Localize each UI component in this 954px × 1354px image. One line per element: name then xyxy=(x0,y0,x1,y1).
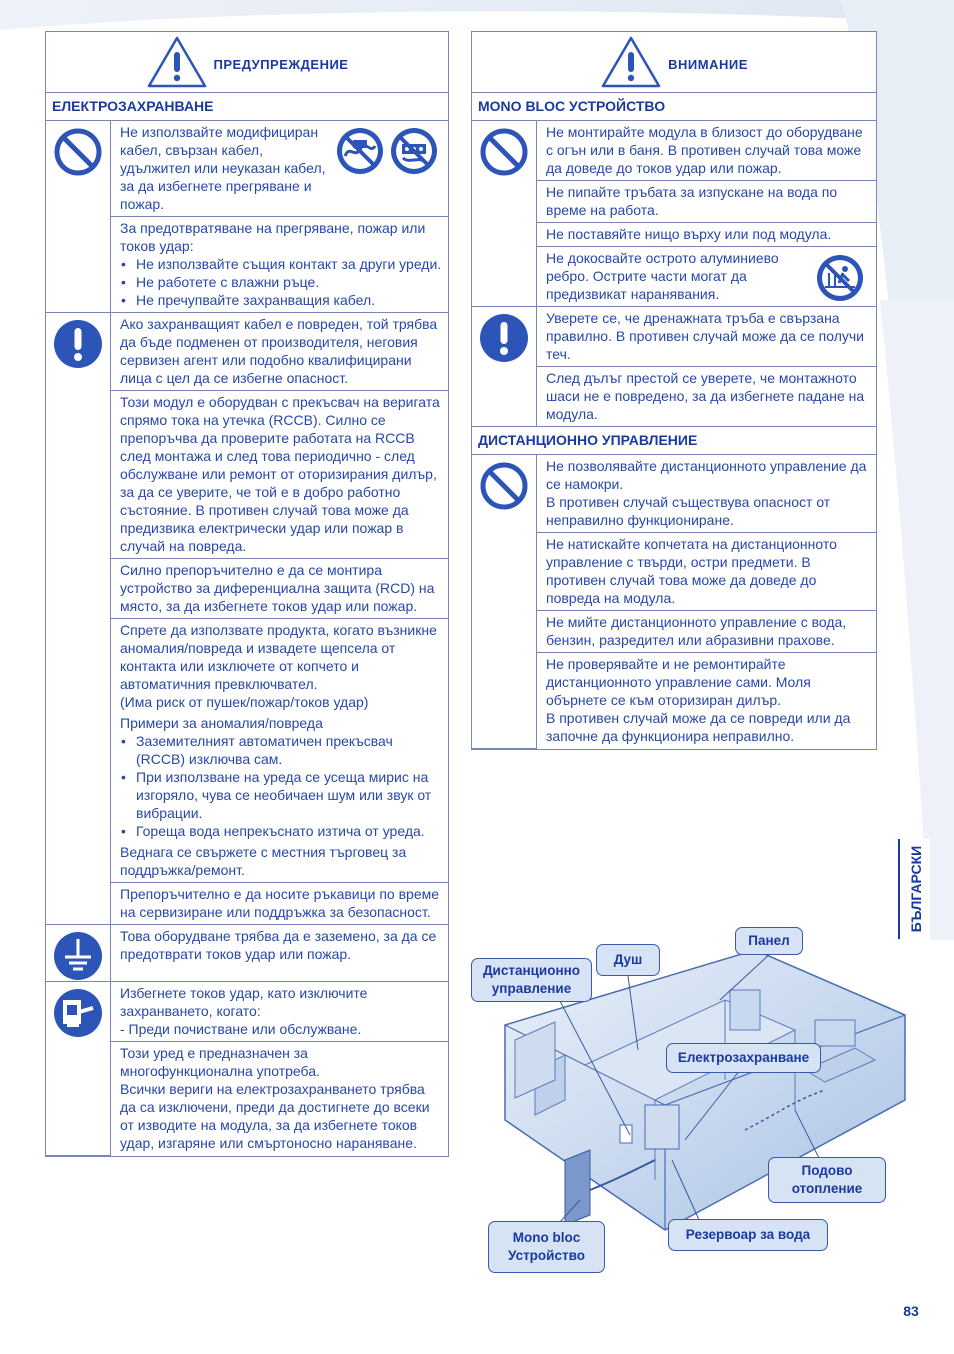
row-text: За предотвратяване на прегряване, пожар или токов удар: xyxy=(120,220,426,254)
row-text: Не монтирайте модула в близост до оборудване с огън или в баня. В противен случай това може да доведе до токов удар или пожар. xyxy=(537,121,877,181)
row-text: Този модул е оборудван с прекъсвач на веригата спрямо тока на утечка (RCCB). Силно се препоръчва да проверите работата на RCCB след монтажа и след това периодично - след обслужване или ремонт от оторизирания дилър, за да се уверите, че той е в добро работно състояние. В противен случай това може да предизвика електрически удар или пожар в случай на повреда. xyxy=(111,391,449,559)
list-item: • При използване на уреда се усеща мирис на изгоряло, чува се необичаен шум или звук от вибрации. xyxy=(136,768,444,822)
list-item: • Гореща вода непрекъснато изтича от уреда. xyxy=(136,822,444,840)
row-text: Не натискайте копчетата на дистанционното управление с твърди, остри предмети. В противен случай това може да доведе до повреда на модула. xyxy=(537,533,877,611)
list-item: • Не използвайте същия контакт за други уреди. xyxy=(136,255,444,273)
callout-mono-bloc: Mono bloc Устройство xyxy=(488,1221,605,1273)
list-item: • Не пречупвайте захранващия кабел. xyxy=(136,291,444,309)
unplug-icon xyxy=(53,988,103,1038)
row-text: Веднага се свържете с местния търговец за поддръжка/ремонт. xyxy=(120,844,407,878)
sharp-fin-hazard-icon xyxy=(815,253,865,303)
row-text: Избегнете токов удар, като изключите захранването, когато: xyxy=(120,985,368,1019)
callout-power-supply: Електрозахранване xyxy=(666,1043,821,1073)
caution-panel xyxy=(471,31,877,750)
bullet-list xyxy=(120,255,444,309)
table-row xyxy=(46,121,448,217)
list-item: • Не работете с влажни ръце. xyxy=(136,273,444,291)
callout-panel: Панел xyxy=(735,927,803,955)
table-row xyxy=(46,982,448,1042)
prohibition-icon xyxy=(479,461,529,511)
row-text: Ако захранващият кабел е повреден, той трябва да бъде подменен от производителя, неговия сервизен агент или подобно квалифицирани лица с цел да се избегне опасност. xyxy=(111,313,449,391)
row-text: Не пипайте тръбата за изпускане на вода по време на работа. xyxy=(537,181,877,223)
row-text: След дълъг престой се уверете, че монтажното шаси не е повредено, за да избегнете падане на модула. xyxy=(537,367,877,427)
mandatory-icon xyxy=(53,319,103,369)
table-row xyxy=(472,307,876,367)
warning-table xyxy=(46,121,448,1156)
language-tab-label: БЪЛГАРСКИ xyxy=(908,845,924,933)
callout-remote-control: Дистанционно управление xyxy=(471,958,592,1002)
warning-triangle-icon xyxy=(146,35,208,89)
caution-table-remote xyxy=(472,455,876,749)
warning-title: ПРЕДУПРЕЖДЕНИЕ xyxy=(213,56,349,72)
warning-panel xyxy=(45,31,449,1157)
callout-water-tank: Резервоар за вода xyxy=(668,1219,828,1251)
table-row xyxy=(472,121,876,181)
caution-header xyxy=(472,32,876,93)
row-text: - Преди почистване или обслужване. xyxy=(120,1021,362,1037)
row-text: Примери за аномалия/повреда xyxy=(120,715,323,731)
table-row xyxy=(472,455,876,533)
callout-shower: Душ xyxy=(596,944,660,976)
row-text: Не проверявайте и не ремонтирайте дистанционното управление сами. Моля обърнете се към оторизиран дилър. xyxy=(546,656,811,708)
table-row xyxy=(46,313,448,391)
warning-header xyxy=(46,32,448,93)
row-text: Спрете да използвате продукта, когато възникне аномалия/повреда и извадете щепсела от контакта или изключете от копчето и автоматичния превключвател. xyxy=(120,622,437,692)
row-text: Не използвайте модифициран кабел, свързан кабел, удължител или неуказан кабел, за да избегнете прегряване и пожар. xyxy=(120,124,326,212)
row-text: Всички вериги на електрозахранването трябва да са изключени, преди да достигнете до всеки от изводите на модула, за да избегнете токов удар, изгаряне или смъртоносно нараняване. xyxy=(120,1081,430,1151)
warning-triangle-icon xyxy=(600,35,662,89)
row-text: Не позволявайте дистанционното управление да се намокри. xyxy=(546,458,867,492)
ground-icon xyxy=(53,931,103,981)
row-text: В противен случай съществува опасност от неправилно функциониране. xyxy=(546,494,831,528)
section-power-supply: ЕЛЕКТРОЗАХРАНВАНЕ xyxy=(46,93,448,121)
no-modify-cable-icon xyxy=(335,126,385,176)
mandatory-icon xyxy=(479,313,529,363)
section-remote-control: ДИСТАНЦИОННО УПРАВЛЕНИЕ xyxy=(472,427,876,455)
list-item: • Заземителният автоматичен прекъсвач (RCCB) изключва сам. xyxy=(136,732,444,768)
no-extension-cable-icon xyxy=(389,126,439,176)
row-text: Не поставяйте нищо върху или под модула. xyxy=(537,223,877,247)
table-row xyxy=(46,925,448,982)
language-tab xyxy=(898,839,930,939)
row-text: Препоръчително е да носите ръкавици по време на сервизиране или поддръжка за безопасност. xyxy=(111,883,449,925)
caution-table-mono xyxy=(472,121,876,427)
row-text: Силно препоръчително е да се монтира устройство за диференциална защита (RCD) на място, за да избегнете токов удар или пожар. xyxy=(111,559,449,619)
caution-title: ВНИМАНИЕ xyxy=(668,56,748,72)
section-mono-bloc: MONO BLOC УСТРОЙСТВО xyxy=(472,93,876,121)
row-text: Уверете се, че дренажната тръба е свързана правилно. В противен случай може да се получи теч. xyxy=(537,307,877,367)
row-text: В противен случай може да се повреди или да започне да функционира неправилно. xyxy=(546,710,851,744)
row-text: (Има риск от пушек/пожар/токов удар) xyxy=(120,694,369,710)
row-text: Не мийте дистанционното управление с вода, бензин, разредител или абразивни прахове. xyxy=(537,611,877,653)
bullet-list xyxy=(120,732,444,840)
callout-floor-heating: Подово отопление xyxy=(768,1157,886,1203)
row-text: Това оборудване трябва да е заземено, за да се предотврати токов удар или пожар. xyxy=(111,925,449,982)
prohibition-icon xyxy=(479,127,529,177)
page-number: 83 xyxy=(903,1303,919,1319)
row-text: Не докосвайте острото алуминиево ребро. Острите части могат да предизвикат наранявания. xyxy=(546,250,779,302)
row-text: Този уред е предназначен за многофункционална употреба. xyxy=(120,1045,320,1079)
prohibition-icon xyxy=(53,127,103,177)
